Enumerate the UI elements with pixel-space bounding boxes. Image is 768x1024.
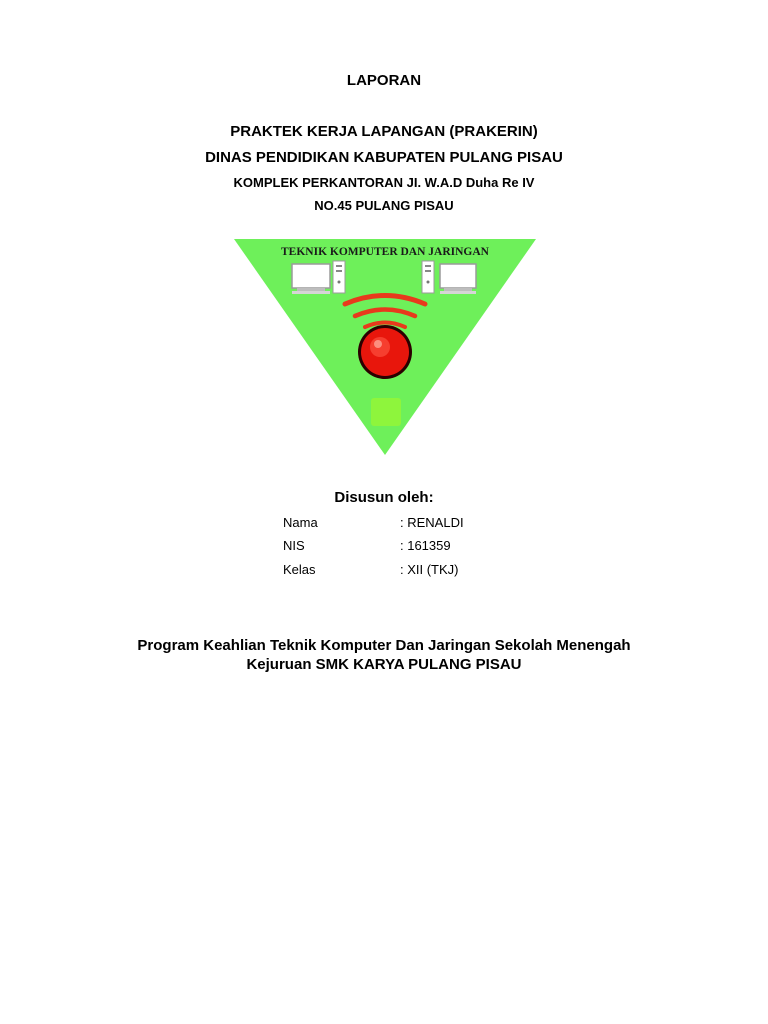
author-value: : XII (TKJ) [400, 562, 459, 577]
author-row-nama [283, 515, 583, 535]
author-label: NIS [283, 538, 305, 553]
author-row-nis [283, 538, 583, 558]
heading-line-1: PRAKTEK KERJA LAPANGAN (PRAKERIN) [230, 123, 538, 140]
document-title: LAPORAN [346, 72, 422, 89]
left-computer-icon [292, 261, 345, 294]
author-label: Kelas [283, 562, 316, 577]
author-heading: Disusun oleh: [334, 489, 434, 506]
logo-text: TEKNIK KOMPUTER DAN JARINGAN [281, 246, 489, 258]
heading-line-4: NO.45 PULANG PISAU [314, 198, 454, 213]
program-footer [40, 636, 728, 674]
author-value: : 161359 [400, 538, 451, 553]
author-row-kelas [283, 562, 583, 582]
logo-square [371, 398, 401, 426]
tkj-logo [232, 237, 538, 457]
right-computer-icon [422, 261, 476, 294]
red-light-icon [358, 325, 412, 379]
footer-line-2: Kejuruan SMK KARYA PULANG PISAU [246, 656, 522, 673]
footer-line-1: Program Keahlian Teknik Komputer Dan Jaringan Sekolah Menengah [137, 637, 631, 654]
author-label: Nama [283, 515, 318, 530]
heading-line-3: KOMPLEK PERKANTORAN JI. W.A.D Duha Re IV [233, 175, 535, 190]
heading-line-2: DINAS PENDIDIKAN KABUPATEN PULANG PISAU [205, 149, 563, 166]
author-value: : RENALDI [400, 515, 464, 530]
